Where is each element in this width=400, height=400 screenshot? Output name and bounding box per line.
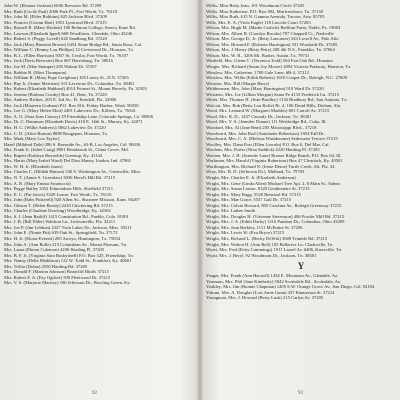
directory-entry: Youngman, Mrs. J. Howard (Betsy Lusk) 215 Carlyn Av. 37205 [206,295,324,301]
book-gutter [197,0,203,400]
directory-entry: Mrs. Ruth (Cecile Paul) 2006 Park Pl., Fort Worth, Tx. 76110 [4,8,118,14]
directory-entry: Wright, Mrs. Susan Louise, 8120 Gentlemeire St. 37215 [206,186,310,192]
right-page-number: 93 [298,391,303,396]
directory-entry: Mrs. Ray Jr. (Annie Mertiens) 313 Laveroux Dr., Columbia, Tn. 38401 [4,80,135,86]
directory-entry: Wittstein, Mrs. Joe (Lillian Morgan) Santa Fe 4133 Frederick Ln. 37215 [206,91,340,97]
directory-entry: Willis, Miss Ruth, 615 N. Gamma Avenida, Tucson, Ariz. 85705 [206,14,325,20]
directory-entry: Mrs. Pegge Bailey 3352 Edmondson Hills, Sheffield 37211 [4,186,114,192]
directory-entry: Mrs. Robert F. Jr. (Fay Ogilvie) 509 Fleetwood Dr. 37215 [4,274,111,280]
directory-entry: Willis, Miss Betty Jean, 101 Woodmont Circle 37205 [206,3,305,8]
directory-entry: Winston, Mrs. Bill (Margie Barry) [206,80,270,86]
directory-entry: Mrs. John (Babs Pickerell) 920 Allen Av., Shawnee Mission, Kans. 66207 [4,197,140,203]
directory-entry: Yoakley, Mrs. Jim (Bonnie Chapman) 1205 S.W. Orange Grove Av., San Diego, Cal. 92104 [206,284,375,290]
directory-entry: Woolley, Mrs. Dana Post (Ellen Lincoln) P.O. Box 6, Del Mar, Cal. [206,141,330,147]
directory-entry: Woodward, Mrs. C. A. (Melissa Washbourne) Sedewater Terrace 37215 [206,136,338,142]
directory-entry: John W. (Eleanor Jackson) 6036 Brewster Rd. 37209 [4,3,102,8]
directory-entry: Mrs. Frank Jr. (Juliet Craig) 8901 Briarbrook St., China Grove, Md. [4,147,129,153]
directory-entry: Winfield, Mrs. Glenn C. (Veronica Todd) 564 Fair Oak Rd., Houston [206,58,333,64]
left-page-number: 92 [92,391,97,396]
directory-entry: Wright, Mrs. Lewis W. (Eva Bryce) 37215 [206,230,285,236]
directory-entry: Wilson, Mrs. Howard F. (Roberta Harrington) 331 Woodside Dr. 37205 [206,41,338,47]
directory-entry: Mrs. H. C. (Willie Andrews) 5062 Lakeview Dr. 37220 [4,125,106,131]
section-letter-heading: Y [297,261,305,272]
directory-entry: Wood, Mrs. Y. S. (Jennifer Dunne) 111 Westbridge Rd., Cuba, Ill. [206,119,327,125]
directory-entry: Wooten, Mrs. J. H. (Jeanette Lane) Bronze Ridge Ranch, P.O. Box 64, Ill. [206,152,342,158]
directory-entry: Wilson, Mrs. W. B., 3206 Mt. Barker, Austin, Tx. 78731 [206,52,310,58]
directory-entry: Wolcott, Mrs. Bob (Betty Lou Rolfe) Rt. 4, 106 Druid Hills, Dothan, Ala. [206,102,342,108]
directory-entry: Winger, Mrs. Richard (Susan Joy Moore) 2094 Victoria Parkway, Houston, Tx. [206,64,352,70]
directory-entry: Willis, Miss Katherine, P.O. Box 902, Murfreesboro, Tn. 37130 [206,8,323,14]
directory-entry: Mrs. Lawson (Elizabeth Ippel) 668 Woodlawn, Glendale, Ohio 45246 [4,30,133,36]
directory-entry: Mrs. C. D. (Alice Burton) 8080 Rougepan, Houston, Tx. [4,130,109,136]
directory-entry: Witter, Mrs. Thomas H. (Jean Bradley) 1136 Bradbury Rd., San Antonio, Tx. [206,97,348,103]
directory-entry: Woodward, Mrs. John Rod (Antoinette Robertson) 1954 Fall Dr. [206,130,325,136]
directory-entry: Mrs. Dr. C. Dennison (Elizabeth Davis) 410 E. 16th St., Murray, Ky. 42071 [4,119,143,125]
directory-entry: Mrs. Frances (Gwinn Hart) 1051 Lynwood Blvd. 37215 [4,19,107,25]
directory-entry: Hazel (Mildred Dale) 286 S. Burnside Av., #3-B, Los Angeles, Cal. 90036 [4,141,141,147]
directory-entry: Mrs. Robert S. (Peggy Lovell) 620 Sandburg Rd. 37220 [4,36,107,42]
directory-entry: Wyatt, Mrs. J. Beryl, 92 Woodmont Dr., Jackson, Tn. 38301 [206,252,317,258]
directory-entry: Mrs. H. Jr. (Eloise Everett) 285 Arroyo, Huntington, Tx. 75034 [4,235,121,241]
directory-entry: Mrs. W. H. Jr. (Elizabeth Jones) [4,163,63,169]
right-page [206,3,396,397]
directory-entry: Wilson, Mrs. Hugh M. (Mattie Carlisle) Bedfont Farm, Noble, Pa. 19004 [206,25,341,31]
directory-entry: Winslow, Mrs. Willie (Edith Roberts) 1616 Cooper Dr., Raleigh, N.C. 27609 [206,75,348,81]
directory-entry: Mrs. Jerome (Barbara Crosby) Box 41, Bent, Tn. 37220 [4,91,107,97]
directory-entry: Mrs. N. T. (Annie S. Greenlaw) 3036 Hood's Hill Rd. 37215 [4,174,116,180]
directory-entry: Mrs. B. F. Jr. (Virginia Sara Bosbyshell) P.O. Box 325, Friendship, Tn. [4,252,134,258]
directory-entry: Mrs. B. L. (Ellen Harrison) 5037 St. Cecilia, Fort Worth, Tx. 76107 [4,52,129,58]
directory-entry: Yokum, Mrs. A. Douglas (Lois Anne Gunn) 337 Emmerson St. 37214 [206,289,335,295]
directory-entry: Mrs. Laura (Elnora Colemon) 4206 Harding Pl. 37205 [4,247,105,253]
directory-entry: Wright, Mrs. Mary Ragg, 5520 Benstool Rd. 37215 [206,191,301,197]
directory-entry: Mrs. Donald F. (Marion Johnson) Briarcliff Bluffs 37215 [4,269,109,275]
directory-entry: Mrs. Jack (Doris Brewster) Box 667 Harrisburg, Tn. 38016 [4,58,113,64]
directory-entry: Mrs. E. C. (Pat Jarvis) 3329 Lustre, Fort Worth, Tx. 76116 [4,191,112,197]
directory-entry: Mrs. Mark (Mary Lou Taylor) [4,136,60,142]
directory-entry: Mrs. V. S. (Marjorie Mackey) 106 Jefferson Dr., Bowling Green, Ky. [4,280,131,286]
directory-entry: Wright, Mrs. Douglas H. (Vivienne Stevenson) 406 Fowler Mill Rd. 37215 [206,213,345,219]
directory-entry: Wright, Mrs. Jean Berkley, 1111 McEntire St. 37206 [206,224,303,230]
directory-entry: Mrs. Joe P. (Jim Lebbon) 2327 Twin Lakes Dr., Jackson, Miss. 39211 [4,224,132,230]
directory-entry: Wright, Mrs. Gene (Linda Allen) Michael Tree Apt. 2, 6 Main St., Salem [206,180,340,186]
directory-entry: Wyatt, Mrs. Fred (Kitty Cummings) 1911 Laurel Av. #406, Knoxville, Tn. [206,247,343,253]
directory-entry: Mrs. Gibson T. (Helen Beasly) 2410 Chickering Rd. 37215 [4,202,113,208]
directory-entry: Yeomans, Mrs. Phil (Jane Kimberly) 5842 Scottsdale Rd., Scottsdale, Az. [206,278,342,284]
directory-entry: Mrs. Jack (Maureen Gorham) P.O. Box 816, Friday Harbor, Wash. 98250 [4,102,139,108]
directory-entry: Mrs. Trillia (Dolan) 4550 Harding Rd. 37205 [4,263,88,269]
directory-entry: Wood, Mrs. R. D., 1437 Cassady Dr., Jackson, Tn. 38301 [206,113,312,119]
directory-entry: Mrs. Charles C. (Hildah Hinson) 536 S. Washington Av., Greenville, Miss. [4,169,142,175]
directory-entry: Mrs. John A. (Ann Rolle) 215 Columbian Av., Mount Pleasant, Tn. [4,241,128,247]
directory-entry: Wood, Mrs. Leonard W. (Margaret Marbles) 601 Carroll Av. 37215 [206,108,330,114]
directory-entry: Wills, Mrs. E. A. (Viola Engle) 118 Lincoln Court 37205 [206,19,311,25]
directory-entry: Mrs. Charles (Charlene Dowling) Woodbridge, Ky. 42302 [4,208,111,214]
directory-entry: Yeager, Mrs. Frank (Ann Harwell) 1434 E. Mountain Av., Glendale, Az. [206,273,339,279]
directory-entry: Worthington, Mrs. Richard N. (Irene Deroe) Turtle Creek, Alt. Fla. 34 [206,163,335,169]
directory-entry: Wilson, Mrs. J. Henry (Betty Petty) 208 4th N.S., Franklin, Tn. 37064 [206,47,335,53]
directory-entry: Mrs. J. B. (Bill Elder) Waldron Ln., Jacksonville, Fla. 32211 [4,219,116,225]
directory-entry: Withhesmen, Mrs. John (Mary Harrington) 910 Ward Dr. 37220 [206,86,324,92]
directory-entry: Mrs. William R. (Mary Pope Creighton) 105 Loney St., D.N. 37205 [4,75,129,81]
left-entry-list [4,3,192,286]
directory-entry: Woodard, Mrs. Al (Jane Bent) 205 Mississippi Blvd., 37218 [206,125,317,131]
directory-entry: Mrs. Robbie B. (Mort Thompson) [4,69,67,75]
directory-entry: Mrs. Russell B. (Mary Hackett) 100 Belmont College, Searcy Kane Rd. [4,25,136,31]
directory-entry: Mrs. Lee G. (Mary Helen Mott) 2401 Lakeview Dr., Killeen, Tx. 76541 [4,108,136,114]
directory-entry: Mrs. Jack (Mary Binstein Brown) 6454 Stone Bridge Rd., Santa Rosa, Cal. [4,41,143,47]
directory-entry: Woolens, Mrs. Porter (Nina Saddick) 4220 Harding Pl. 37205 [206,147,320,153]
directory-entry: Mrs. John E. (Nonie Pitt) 639 Oak St., Springfield, Tn. 37172 [4,230,118,236]
directory-entry: Wright, Mrs. Luther Smith [206,208,256,214]
directory-entry: Mrs. A. R. (Mary Emma Swanscott) [4,180,71,186]
directory-entry: Wilson, Mrs. Albert B. (Carolyn Brooks) 707 Chappell Ct., Nashville [206,30,334,36]
directory-entry: Mrs. Rupert (Kathryn Reynolds) Greenup, Ky. 41144 [4,152,103,158]
directory-entry: Mrs. Harris (Mary Isabel Ward) Del Dios Manor, Lindon, Ind. 47965 [4,158,131,164]
right-y-entry-list [206,273,396,301]
directory-entry: Workman, Mrs. Harold (Virginia Robertson) Box 47 Clearfork, Ky. 40501 [206,158,343,164]
directory-entry: Mrs. Nanny (Della Maddison) 122 W. Todd St., Frankfort, Ky. 40601 [4,258,132,264]
directory-entry: Wright, Mrs. Charles E. Jr. (Elizabeth Anderson) [206,174,296,180]
directory-entry: Mrs. Robert (Elizabeth Hubbard) 4014 Poinset St., Mount Beverly, Pa. 32503 [4,86,147,92]
directory-entry: Wright, Mrs. J. A. (Edith Darby) 1216 Pandara Dr., Columbus, Ohio 43209 [206,219,345,225]
directory-entry: Wright, Mrs. Walton H. (Ann Bell) 105 Bellerive Ln. Clarksville, Tn. [206,241,334,247]
directory-entry: Mrs. Andrew Richter, 203 E. 3rd Av., Ft. Kendall, Fla. 32906 [4,97,117,103]
directory-entry: Winslow, Mrs. Catherine, 1700 Gale Lane, #B-2, 37212 [206,69,309,75]
directory-entry: Wright, Mrs. Richard L. (Becky DeWitt) 3609 Trimble Rd. 37215 [206,235,328,241]
left-page [4,3,192,397]
directory-entry: Wilson, Mrs. George D., Jr. (Betty Lancaster) 543 Lowell Av., Palo Alto [206,36,339,42]
directory-entry: Mrs. A. O. (Sara Jean Conroy) 29 Friendship Lane, Colorado Springs, Co. 80906 [4,113,154,119]
directory-entry: Mrs. William C. (Emmy Lou Phillips) 12 Crestwood Dr., Houston, Tx. [4,47,135,53]
directory-entry: Mrs. John M. (Elder Robbins) 825 Jackson Blvd. 37209 [4,14,107,20]
directory-entry: Wright, Mrs. Calvin Howard, 805 Carolina Av., Raleigh Greenway 37215 [206,202,342,208]
directory-entry: Mrs. Joe M. (Mae Stamper) 205 Walnut Dr. 37207 [4,64,97,70]
directory-entry: Wray, Mrs. B. D. (Jefferson Dr.), Midland, Tx. 79703 [206,169,305,175]
directory-entry: Wright, Mrs. Mae Grace, 5537 Gail Dr. 37215 [206,197,292,203]
right-entry-list [206,3,396,258]
directory-entry: Mrs. S. J. (Jean Ratliff) 1415 Constitution Rd., Pueblo, Colo. 81001 [4,213,129,219]
